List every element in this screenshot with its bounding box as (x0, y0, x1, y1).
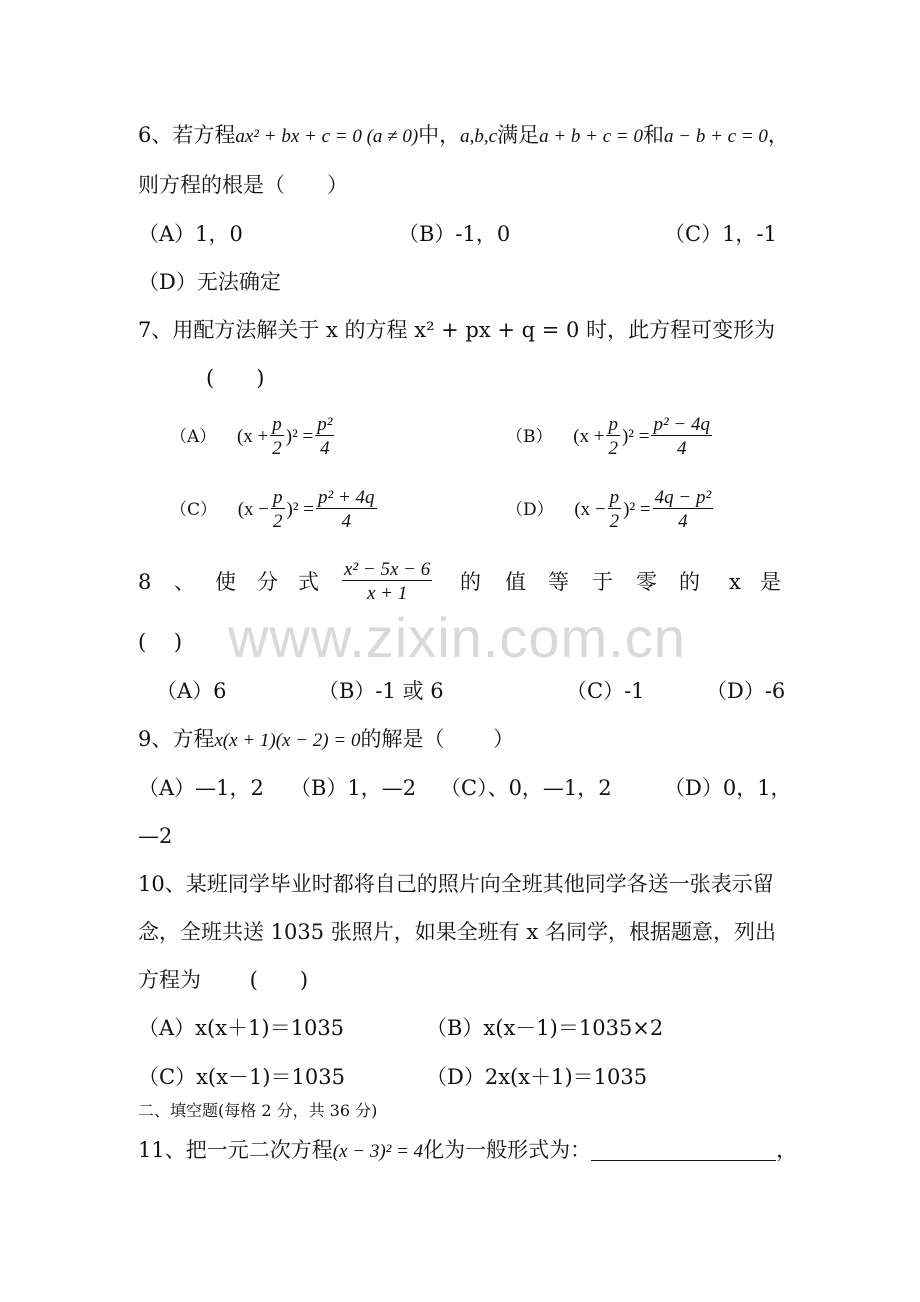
q8-p10: 零 (636, 570, 657, 594)
q10-option-d: （D）2x(x＋1)＝1035 (426, 1065, 648, 1089)
q10-option-a: （A）x(x＋1)＝1035 (138, 1016, 345, 1040)
q7-option-c: （C） (x − $\frac{p}{2}$ )² = $\frac{\text{p² + 4q}}{4}$ (170, 487, 375, 532)
q8-p3: 使 (215, 570, 236, 594)
q9-option-c: （C）、0，—1，2 (440, 776, 612, 800)
q6-question: 则方程的根是（ ） (138, 173, 348, 197)
q11-answer-blank[interactable] (591, 1142, 776, 1161)
q8-option-c: （C）-1 (566, 679, 645, 703)
q9-option-b: （B）1，—2 (290, 776, 417, 800)
q8-p8: 等 (548, 570, 569, 594)
q8-option-a: （A）6 (156, 679, 227, 703)
q10-line-2: 念，全班共送 1035 张照片，如果全班有 x 名同学，根据题意，列出 (138, 920, 776, 944)
q6-condition-1: a + b + c = 0 (539, 126, 644, 147)
q8-p2: 、 (174, 570, 195, 594)
q8-p4: 分 (257, 570, 278, 594)
q6-option-d: （D）无法确定 (138, 270, 281, 294)
q9-option-d-cont: —2 (138, 824, 173, 848)
q9-stem: 9、方程x(x + 1)(x − 2) = 0的解是（ ） (138, 727, 515, 751)
q7-option-d: （D） (x − $\frac{p}{2}$ )² = $\frac{\text{4q − p²}}{4}$ (506, 487, 712, 532)
q9-equation: x(x + 1)(x − 2) = 0 (214, 730, 361, 751)
q8-option-d: （D）-6 (706, 679, 786, 703)
q8-p1: 8 (138, 570, 152, 594)
q8-option-b: （B）-1 或 6 (318, 679, 444, 703)
q6-equation: ax² + bx + c = 0 (a ≠ 0) (235, 126, 419, 147)
q10-line-1: 10、某班同学毕业时都将自己的照片向全班其他同学各送一张表示留 (138, 872, 774, 896)
q8-p5: 式 (298, 570, 319, 594)
q7-paren: ( ) (206, 366, 265, 390)
watermark: www.zixin.com.cn (228, 606, 686, 669)
q10-option-b: （B）x(x－1)＝1035×2 (426, 1016, 664, 1040)
section-title: 二、填空题(每格 2 分，共 36 分) (138, 1101, 378, 1120)
q9-option-a: （A）—1，2 (138, 776, 264, 800)
q9-option-d: （D）0，1， (664, 776, 792, 800)
q10-line-3: 方程为 ( ) (138, 968, 309, 992)
q6-condition-2: a − b + c = 0 (664, 126, 768, 147)
q8-paren: ( ) (138, 630, 183, 654)
q10-option-c: （C）x(x－1)＝1035 (138, 1065, 345, 1089)
q6-option-b: （B）-1，0 (398, 222, 511, 246)
q6-option-c: （C）1，-1 (664, 222, 777, 246)
q7-option-b: （B） (x + $\frac{p}{2}$ )² = $\frac{\text{p² − 4q}}{4}$ (506, 414, 711, 459)
q8-p6: 的 (460, 570, 481, 594)
q8-p11: 的 (679, 570, 700, 594)
q8-p12: x (729, 570, 741, 594)
q7-option-a: （A） (x + $\frac{p}{2}$ )² = $\frac{\text{p²}}{4}$ (170, 414, 333, 459)
q6-stem: 6、若方程ax² + bx + c = 0 (a ≠ 0)中，a,b,c满足a + b + c = 0和a − b + c = 0， (138, 123, 789, 147)
q11-stem: 11、把一元二次方程(x − 3)² = 4化为一般形式为： ， (138, 1138, 798, 1162)
q8-p9: 于 (592, 570, 613, 594)
q11-equation: (x − 3)² = 4 (332, 1141, 424, 1162)
q6-option-a: （A）1，0 (138, 222, 243, 246)
q8-p13: 是 (760, 570, 781, 594)
q8-p7: 值 (505, 570, 526, 594)
q7-stem: 7、用配方法解关于 x 的方程 x² + px + q = 0 时，此方程可变形为 (138, 318, 776, 342)
q8-fraction: $\frac{\text{x² − 5x − 6}}{x + 1}$ (344, 559, 431, 604)
